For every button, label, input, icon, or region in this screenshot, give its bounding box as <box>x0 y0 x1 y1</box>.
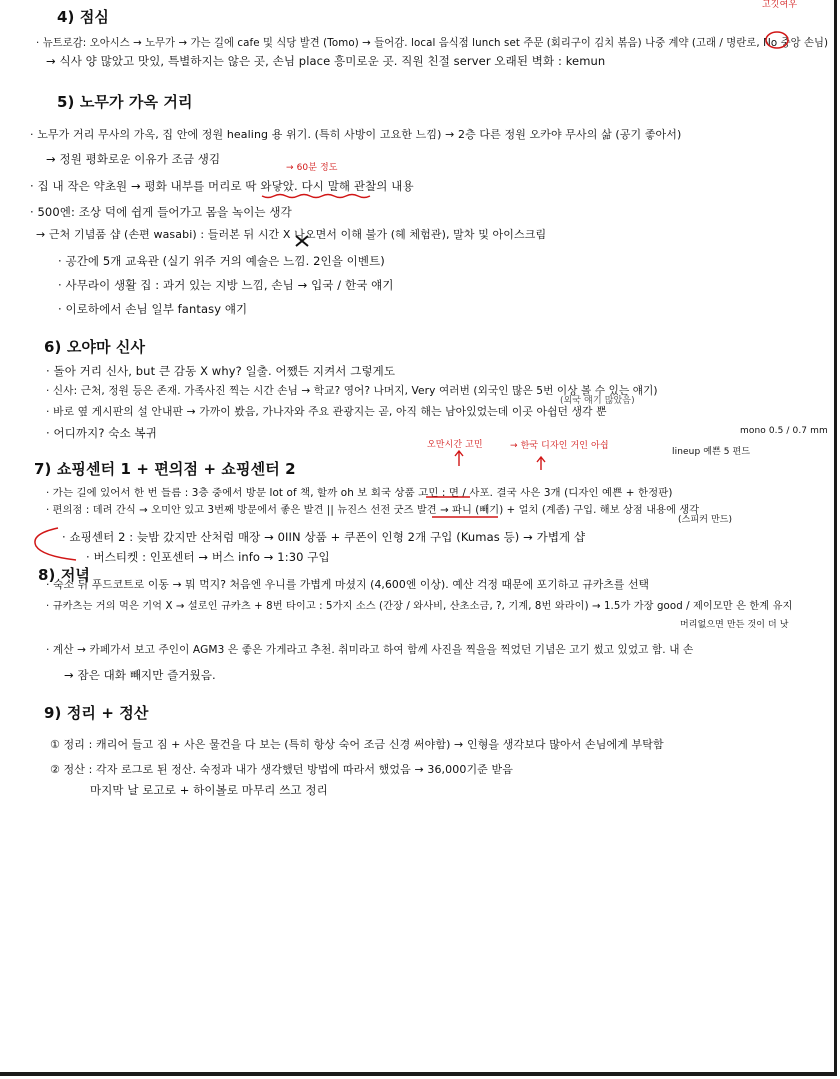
nomura-line-4: · 500엔: 조상 덕에 쉽게 들어가고 몸을 녹이는 생각 <box>30 205 292 219</box>
nomura-line-7: · 사무라이 생활 집 : 과거 있는 지방 느낌, 손님 → 입국 / 한국 얘기 <box>58 278 394 292</box>
shopping-line-4: · 버스티켓 : 인포센터 → 버스 info → 1:30 구입 <box>86 550 330 564</box>
annotation-better-made: 머리없으면 만든 것이 더 낫 <box>680 620 789 630</box>
red-arrow-up-2 <box>537 457 545 470</box>
annotation-lineup: lineup 예쁜 5 편드 <box>672 447 751 457</box>
wrapup-line-3: 마지막 날 로고로 + 하이볼로 마무리 쓰고 정리 <box>90 783 328 797</box>
dinner-line-1: · 숙소 뒤 푸드코트로 이동 → 뭐 먹지? 처음엔 우니를 가볍게 마셨지 (4,600엔 이상). 예산 걱정 때문에 포기하고 규카츠를 선택 <box>46 578 650 591</box>
nomura-line-1: · 노무가 거리 무사의 가옥, 집 안에 정원 healing 용 위기. (특히 사방이 고요한 느낌) → 2층 다른 정원 오카야 무사의 삶 (공기 좋아서) <box>30 128 682 141</box>
dinner-line-2: · 규카츠는 거의 먹은 기억 X → 설로인 규카츠 + 8번 타이고 : 5가지 소스 (간장 / 와사비, 산초소금, ?, 기계, 8번 와라이) → 1.5가 가장 good / 제이모만 은 한계 유지 <box>46 601 793 612</box>
section-heading-shopping: 7) 쇼핑센터 1 + 편의점 + 쇼핑센터 2 <box>34 460 296 478</box>
annotation-top-right: 고깃여우 <box>762 0 798 10</box>
shopping-line-1: · 가는 길에 있어서 한 번 들름 : 3층 중에서 방문 lot of 책, 할까 oh 보 회국 상품 고민 : 면 / 사포. 결국 사은 3개 (디자인 예쁜 + 한정판) <box>46 487 673 499</box>
nomura-line-6: · 공간에 5개 교육관 (실기 위주 거의 예술은 느낌. 2인을 이벤트) <box>58 254 385 268</box>
section-heading-nomura: 5) 노무가 가옥 거리 <box>57 93 193 111</box>
section-heading-oyama: 6) 오야마 신사 <box>44 338 146 356</box>
annotation-foreign-talk: (외국 얘기 많았음) <box>560 396 635 406</box>
oyama-line-4: · 어디까지? 숙소 복귀 <box>46 426 157 440</box>
red-wavy-underline <box>262 195 370 198</box>
oyama-line-2: · 신사: 근처, 정원 등은 존재. 가족사진 찍는 시간 손님 → 학교? 영어? 나머지, Very 여러번 (외국인 많은 5번 이상 볼 수 있는 얘기) <box>46 385 658 397</box>
section-heading-wrapup: 9) 정리 + 정산 <box>44 704 149 722</box>
nomura-line-8: · 이로하에서 손님 일부 fantasy 얘기 <box>58 302 248 316</box>
section-heading-lunch: 4) 점심 <box>57 8 109 26</box>
wrapup-line-1: ① 정리 : 캐리어 들고 짐 + 사은 물건을 다 보는 (특히 항상 숙어 조금 신경 써야함) → 인형을 생각보다 많아서 손님에게 부탁함 <box>50 738 664 751</box>
annotation-long-consider: 오만시간 고민 <box>427 440 483 450</box>
annotation-speaker: (스피커 만드) <box>678 515 733 525</box>
oyama-line-1: · 돌아 거리 신사, but 큰 감동 X why? 일출. 어쨌든 지켜서 그렇게도 <box>46 364 396 378</box>
dinner-line-3: · 계산 → 카페가서 보고 주인이 AGM3 은 좋은 가게라고 추천. 취미라고 하여 함께 사진을 찍을을 찍었던 기념은 고기 썼고 있었고 함. 내 손 <box>46 644 694 656</box>
lunch-line-1: · 뉴트로감: 오아시스 → 노무가 → 가는 길에 cafe 및 식당 발견 (Tomo) → 들어감. local 음식점 lunch set 주문 (회리구이 김치 볶음) 나중 계약 (고래 / 명란로, No 중앙 손님) <box>36 37 829 49</box>
annotation-sixty-min: → 60분 정도 <box>286 163 338 173</box>
oyama-line-3: · 바로 옆 게시판의 설 안내판 → 가까이 봤음, 가나자와 주요 관광지는 곧, 아직 해는 남아있었는데 이곳 아쉽던 생각 뿐 <box>46 405 607 418</box>
wrapup-line-2: ② 정산 : 각자 로그로 된 정산. 숙정과 내가 생각했던 방법에 따라서 했었음 → 36,000기준 받음 <box>50 763 513 776</box>
annotation-mono: mono 0.5 / 0.7 mm <box>740 426 828 436</box>
dinner-line-4: → 잠은 대화 빼지만 즐거웠음. <box>64 668 216 682</box>
red-arrow-up-1 <box>455 451 463 466</box>
shopping-line-3: · 쇼핑센터 2 : 늦밤 갔지만 산처럼 매장 → 0IIN 상품 + 쿠폰이 인형 2개 구입 (Kumas 등) → 가볍게 샵 <box>62 530 586 544</box>
section-heading-dinner: 8) 저녁 <box>38 566 90 584</box>
annotation-korea-design: → 한국 디자인 거인 아쉽 <box>510 441 609 451</box>
nomura-line-2: → 정원 평화로운 이유가 조금 생김 <box>46 152 221 166</box>
nomura-line-3: · 집 내 작은 약초원 → 평화 내부를 머리로 딱 와닿았. 다시 말해 관찰의 내용 <box>30 179 414 193</box>
lunch-line-2: → 식사 양 많았고 맛있, 특별하지는 않은 곳, 손님 place 흥미로운 곳. 직원 친절 server 오래된 벽화 : kemun <box>46 54 606 68</box>
nomura-line-5: → 근처 기념품 샵 (손편 wasabi) : 들러본 뒤 시간 X 나오면서 이해 불가 (헤 체험관), 말차 및 아이스크림 <box>36 228 547 241</box>
shopping-line-2: · 편의점 : 데려 간식 → 오미안 있고 3번째 방문에서 좋은 발견 || 뉴진스 선전 굿즈 발견 → 파니 (빼기) + 얼치 (계좀) 구입. 해보 상점 내용에 생각 <box>46 505 700 516</box>
